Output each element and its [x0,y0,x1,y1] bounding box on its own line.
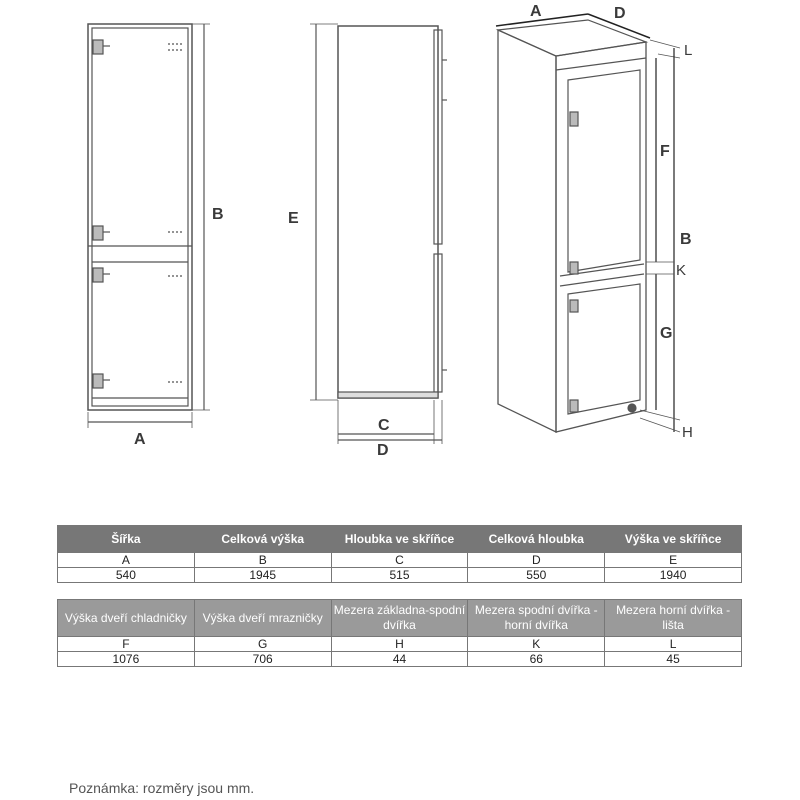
label-a-front: A [134,431,146,448]
table-row-values [58,568,742,583]
value-cell: 1940 [605,568,742,583]
label-e-side: E [288,210,299,227]
table-row-letters [58,637,742,652]
header-cell: Celková hloubka [468,526,605,553]
letter-cell: F [58,637,195,652]
header-cell: Výška dveří chladničky [58,600,195,637]
label-d-side: D [377,442,389,459]
letter-cell: B [194,553,331,568]
header-cell: Výška ve skříňce [605,526,742,553]
header-cell: Šířka [58,526,195,553]
header-cell: Mezera základna-spodní dvířka [331,600,468,637]
header-cell: Výška dveří mrazničky [194,600,331,637]
dimensions-table-1 [57,525,742,583]
value-cell: 1945 [194,568,331,583]
value-cell: 1076 [58,652,195,667]
label-f-iso: F [660,143,670,160]
label-b-iso: B [680,231,692,248]
letter-cell: G [194,637,331,652]
table-row-values [58,652,742,667]
header-cell: Mezera horní dvířka - lišta [605,600,742,637]
letter-cell: L [605,637,742,652]
value-cell: 550 [468,568,605,583]
value-cell: 540 [58,568,195,583]
letter-cell: C [331,553,468,568]
label-k-iso: K [676,262,687,279]
label-c-side: C [378,417,390,434]
letter-cell: A [58,553,195,568]
letter-cell: D [468,553,605,568]
label-h-iso: H [682,424,693,441]
label-b-front: B [212,206,224,223]
table-header-row [58,600,742,637]
header-cell: Celková výška [194,526,331,553]
isometric-view [496,14,680,432]
value-cell: 44 [331,652,468,667]
front-view [88,24,210,428]
label-d-iso: D [614,5,626,22]
label-l-iso: L [684,42,693,59]
table-row-letters [58,553,742,568]
value-cell: 515 [331,568,468,583]
letter-cell: K [468,637,605,652]
side-view [310,24,447,444]
units-note: Poznámka: rozměry jsou mm. [69,780,255,796]
table-header-row [58,526,742,553]
letter-cell: H [331,637,468,652]
label-g-iso: G [660,325,673,342]
dimensions-table-2 [57,599,742,667]
value-cell: 45 [605,652,742,667]
value-cell: 66 [468,652,605,667]
header-cell: Mezera spodní dvířka - horní dvířka [468,600,605,637]
header-cell: Hloubka ve skříňce [331,526,468,553]
letter-cell: E [605,553,742,568]
label-a-iso: A [530,3,542,20]
value-cell: 706 [194,652,331,667]
